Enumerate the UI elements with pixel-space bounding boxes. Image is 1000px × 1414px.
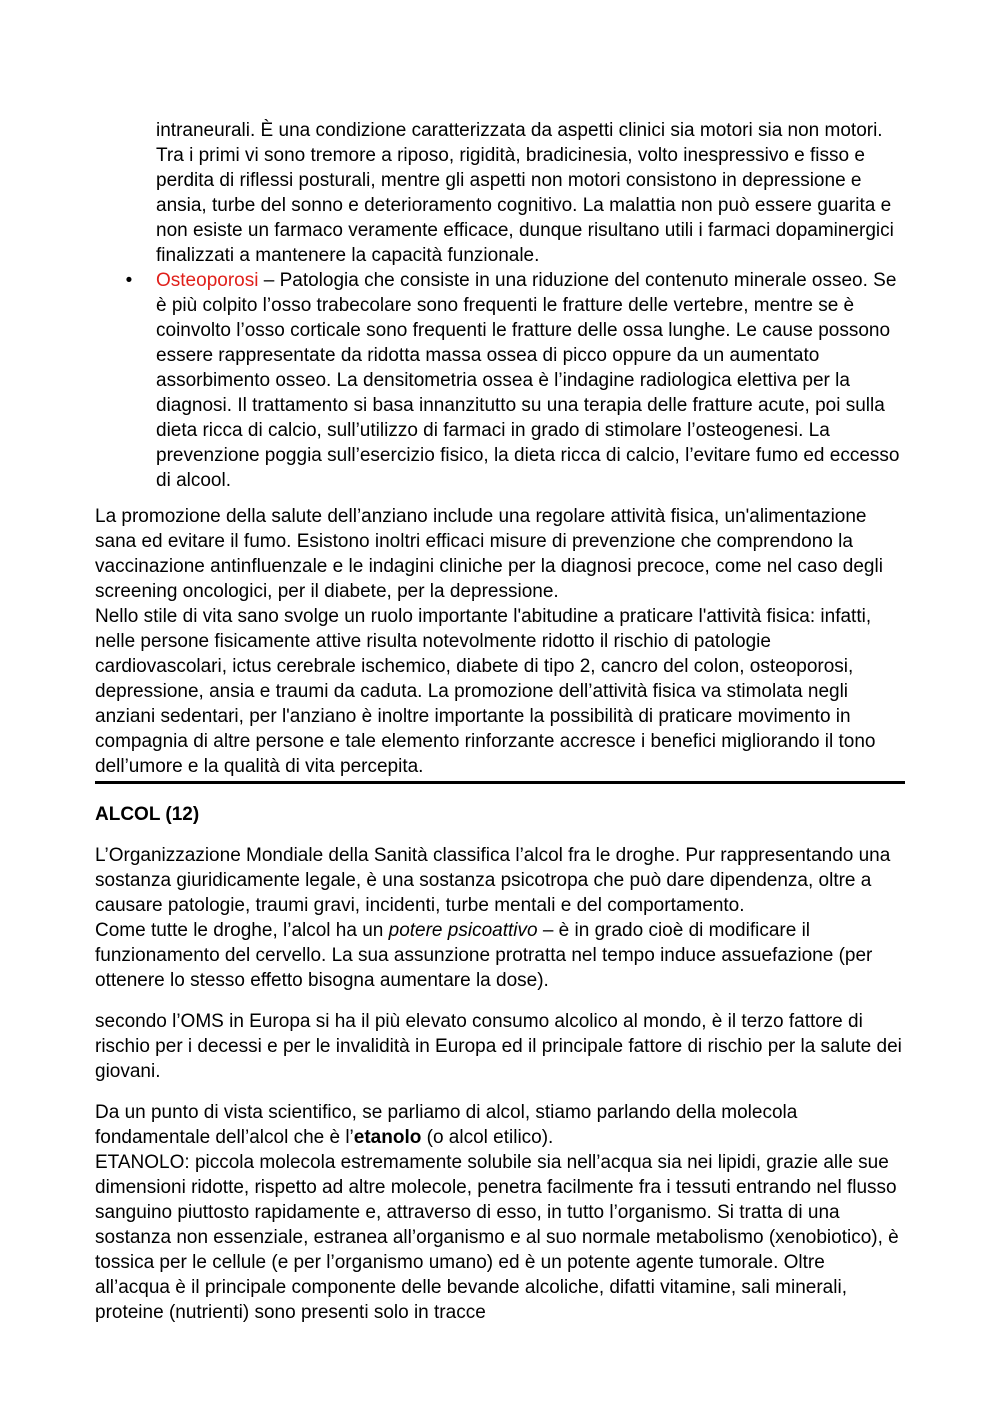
osteoporosi-description: – Patologia che consiste in una riduzione del contenuto minerale osseo. Se è più colpito l’osso trabecolare sono frequenti le fratture delle vertebre, mentre se è coinvolto l’osso corticale sono frequenti le fratture delle ossa lunghe. Le cause possono essere rappresentate da ridotta massa ossea di picco oppure da un aumentato assorbimento osseo. La densitometria ossea è l’indagine radiologica elettiva per la diagnosi. Il trattamento si basa innanzitutto su una terapia delle fratture acute, poi sulla dieta ricca di calcio, sull’utilizzo di farmaci in grado di stimolare l’osteogenesi. La prevenzione poggia sull’esercizio fisico, la dieta ricca di calcio, l’evitare fumo ed eccesso di alcool. <box>156 270 900 491</box>
alcol-p4-text-b: (o alcol etilico). <box>421 1127 554 1148</box>
promo-paragraph-2: Nello stile di vita sano svolge un ruolo importante l'abitudine a praticare l'attività fisica: infatti, nelle persone fisicamente attive risulta notevolmente ridotto il rischio di patologie cardiovascolari, ictus cerebrale ischemico, diabete di tipo 2, cancro del colon, osteoporosi, depressione, ansia e traumi da caduta. La promozione dell’attività fisica va stimolata negli anziani sedentari, per l'anziano è inoltre importante la possibilità di praticare movimento in compagnia di altre persone e tale elemento rinforzante accresce i benefici migliorando il tono dell’umore e la qualità di vita percepita. <box>95 606 876 777</box>
alcol-paragraph-1: L’Organizzazione Mondiale della Sanità classifica l’alcol fra le droghe. Pur rappresentando una sostanza giuridicamente legale, è una sostanza psicotropa che può dare dipendenza, oltre a causare patologie, traumi gravi, incidenti, turbe mentali e del comportamento. <box>95 845 891 916</box>
list-item-osteoporosi <box>125 268 905 493</box>
alcol-p2-italic: potere psicoattivo <box>388 920 538 941</box>
alcol-paragraph-2 <box>95 918 905 993</box>
alcol-p2-text-b: – è in grado cioè di modificare il funzionamento del cervello. La sua assunzione protratta nel tempo induce assuefazione (per ottenere lo stesso effetto bisogna aumentare la dose). <box>95 920 873 991</box>
term-osteoporosi: Osteoporosi <box>156 270 259 291</box>
document-page <box>95 118 905 1325</box>
bullet-icon: • <box>125 270 133 291</box>
section-heading: ALCOL (12) <box>95 804 200 825</box>
alcol-paragraph-3: secondo l’OMS in Europa si ha il più elevato consumo alcolico al mondo, è il terzo fattore di rischio per i decessi e per le invalidità in Europa ed il principale fattore di rischio per la salute dei giovani. <box>95 1011 902 1082</box>
alcol-p4-text-a: Da un punto di vista scientifico, se parliamo di alcol, stiamo parlando della molecola fondamentale dell’alcol che è l’ <box>95 1102 798 1148</box>
alcol-p2-text-a: Come tutte le droghe, l’alcol ha un <box>95 920 389 941</box>
section-divider <box>95 781 905 784</box>
promo-paragraph-1: La promozione della salute dell’anziano include una regolare attività fisica, un'alimentazione sana ed evitare il fumo. Esistono inoltri efficaci misure di prevenzione che comprendono la vaccinazione antinfluenzale e le indagini cliniche per la diagnosi precoce, come nel caso degli screening oncologici, per il diabete, per la depressione. <box>95 506 883 602</box>
alcol-paragraph-5: ETANOLO: piccola molecola estremamente solubile sia nell’acqua sia nei lipidi, grazie alle sue dimensioni ridotte, rispetto ad altre molecole, penetra facilmente fra i tessuti entrando nel flusso sanguino piuttosto rapidamente e, attraverso di esso, in tutto l’organismo. Si tratta di una sostanza non essenziale, estranea all’organismo e al suo normale metabolismo (xenobiotico), è tossica per le cellule (e per l’organismo umano) ed è un potente agente tumorale. Oltre all’acqua è il principale componente delle bevande alcoliche, difatti vitamine, sali minerali, proteine (nutrienti) sono presenti solo in tracce <box>95 1152 899 1323</box>
alcol-p4-bold: etanolo <box>353 1127 422 1148</box>
list-item-continuation: intraneurali. È una condizione caratterizzata da aspetti clinici sia motori sia non motori. Tra i primi vi sono tremore a riposo, rigidità, bradicinesia, volto inespressivo e fisso e perdita di riflessi posturali, mentre gli aspetti non motori consistono in depressione e ansia, turbe del sonno e deterioramento cognitivo. La malattia non può essere guarita e non esiste un farmaco veramente efficace, dunque risultano utili i farmaci dopaminergici finalizzati a mantenere la capacità funzionale. <box>156 120 894 266</box>
alcol-paragraph-4 <box>95 1100 905 1150</box>
